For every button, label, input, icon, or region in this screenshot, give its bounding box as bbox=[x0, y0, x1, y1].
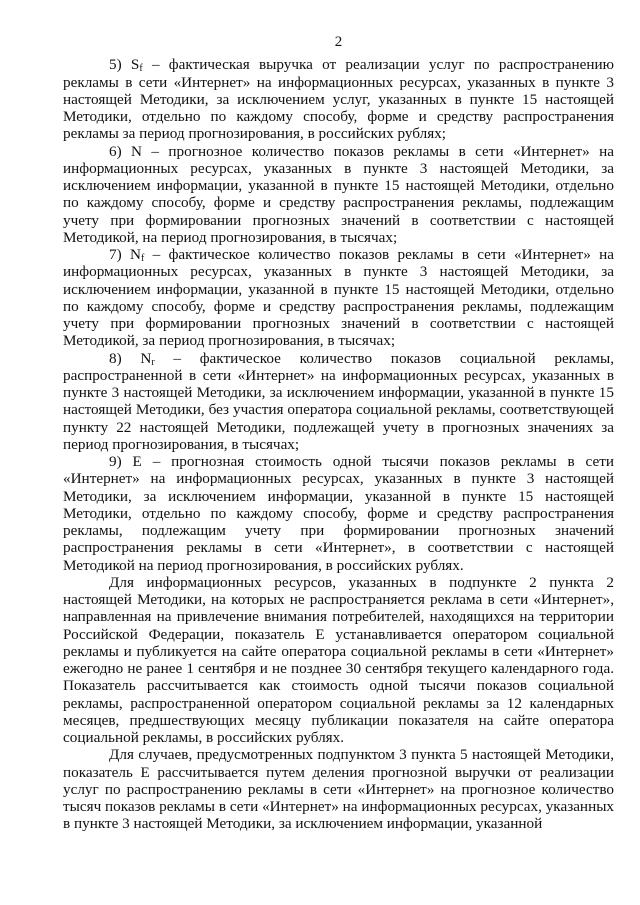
definition-item-6 bbox=[63, 143, 614, 247]
page-number: 2 bbox=[334, 34, 343, 50]
body-paragraph-2: Для случаев, предусмотренных подпунктом 3 пункта 5 настоящей Методики, показатель E рассчитывается путем деления прогнозной выручки от реализации услуг по распространению рекламы в сети «Интернет» на прогнозное количество тысяч показов рекламы в сети «Интернет» на информационных ресурсах, указанных в пункте 3 настоящей Методики, за исключением информации, указанной bbox=[63, 746, 614, 833]
item-lead: 9) E bbox=[109, 453, 142, 470]
item-text: – прогнозное количество показов рекламы в сети «Интернет» на информационных ресурсах, указанных в пункте 3 настоящей Методики, за исключением информации, указанной в пункте 15 настоящей Методики, отдельно по каждому способу, форме и средству распространения рекламы, подлежащим учету при формировании прогнозных значений в соответствии с настоящей Методикой, на период прогнозирования, в тысячах; bbox=[63, 142, 614, 246]
definition-item-8 bbox=[63, 350, 614, 454]
item-lead: 6) N bbox=[109, 142, 143, 160]
item-text: – фактическая выручка от реализации услуг по распространению рекламы в сети «Интернет» на информационных ресурсах, указанных в пункте 3 настоящей Методики, за исключением услуг, указанных в пункте 15 настоящей Методики, отдельно по каждому способу, форме и средству распространения рекламы за период прогнозирования, в российских рублях; bbox=[63, 56, 614, 143]
item-subscript: f bbox=[140, 253, 145, 264]
item-text: – фактическое количество показов рекламы в сети «Интернет» на информационных ресурсах, указанных в пункте 3 настоящей Методики, за исключением информации, указанной в пункте 15 настоящей Методики, отдельно по каждому способу, форме и средству распространения рекламы, подлежащим учету при формировании прогнозных значений в соответствии с настоящей Методикой, за период прогнозирования, в тысячах; bbox=[63, 246, 614, 350]
definition-item-9 bbox=[63, 453, 614, 574]
item-lead: 5) S bbox=[109, 56, 140, 74]
item-subscript: f bbox=[139, 63, 143, 75]
item-subscript: r bbox=[151, 356, 155, 368]
body-paragraph-1: Для информационных ресурсов, указанных в подпункте 2 пункта 2 настоящей Методики, на которых не распространяется реклама в сети «Интернет», направленная на привлечение внимания потребителей, находящихся на территории Российской Федерации, показатель E устанавливается оператором социальной рекламы и публикуется на сайте оператора социальной рекламы в сети «Интернет» ежегодно не ранее 1 сентября и не позднее 30 сентября текущего календарного года. Показатель рассчитывается как стоимость одной тысячи показов социальной рекламы, распространенной оператором социальной рекламы за 12 календарных месяцев, предшествующих месяцу публикации показателя на сайте оператора социальной рекламы, в российских рублях. bbox=[63, 573, 614, 746]
item-lead: 8) N bbox=[109, 349, 152, 367]
item-lead: 7) N bbox=[109, 246, 141, 263]
definition-item-5 bbox=[63, 56, 614, 142]
item-text: – фактическое количество показов социальной рекламы, распространенной в сети «Интернет» на информационных ресурсах, указанных в пункте 3 настоящей Методики, за исключением информации, указанной в пункте 15 настоящей Методики, без участия оператора социальной рекламы, соответствующей пункту 22 настоящей Методики, подлежащей учету в прогнозных значениях за период прогнозирования, в тысячах; bbox=[63, 349, 614, 453]
document-page bbox=[63, 34, 614, 833]
item-text: – прогнозная стоимость одной тысячи показов рекламы в сети «Интернет» на информационных ресурсах, указанных в пункте 3 настоящей Методики, за исключением информации, указанной в пункте 15 настоящей Методики, отдельно по каждому способу, форме и средству распространения рекламы, подлежащим учету при формировании прогнозных значений распространения рекламы в сети «Интернет», в соответствии с настоящей Методикой на период прогнозирования, в российских рублях. bbox=[63, 453, 614, 574]
definition-item-7 bbox=[63, 246, 614, 350]
